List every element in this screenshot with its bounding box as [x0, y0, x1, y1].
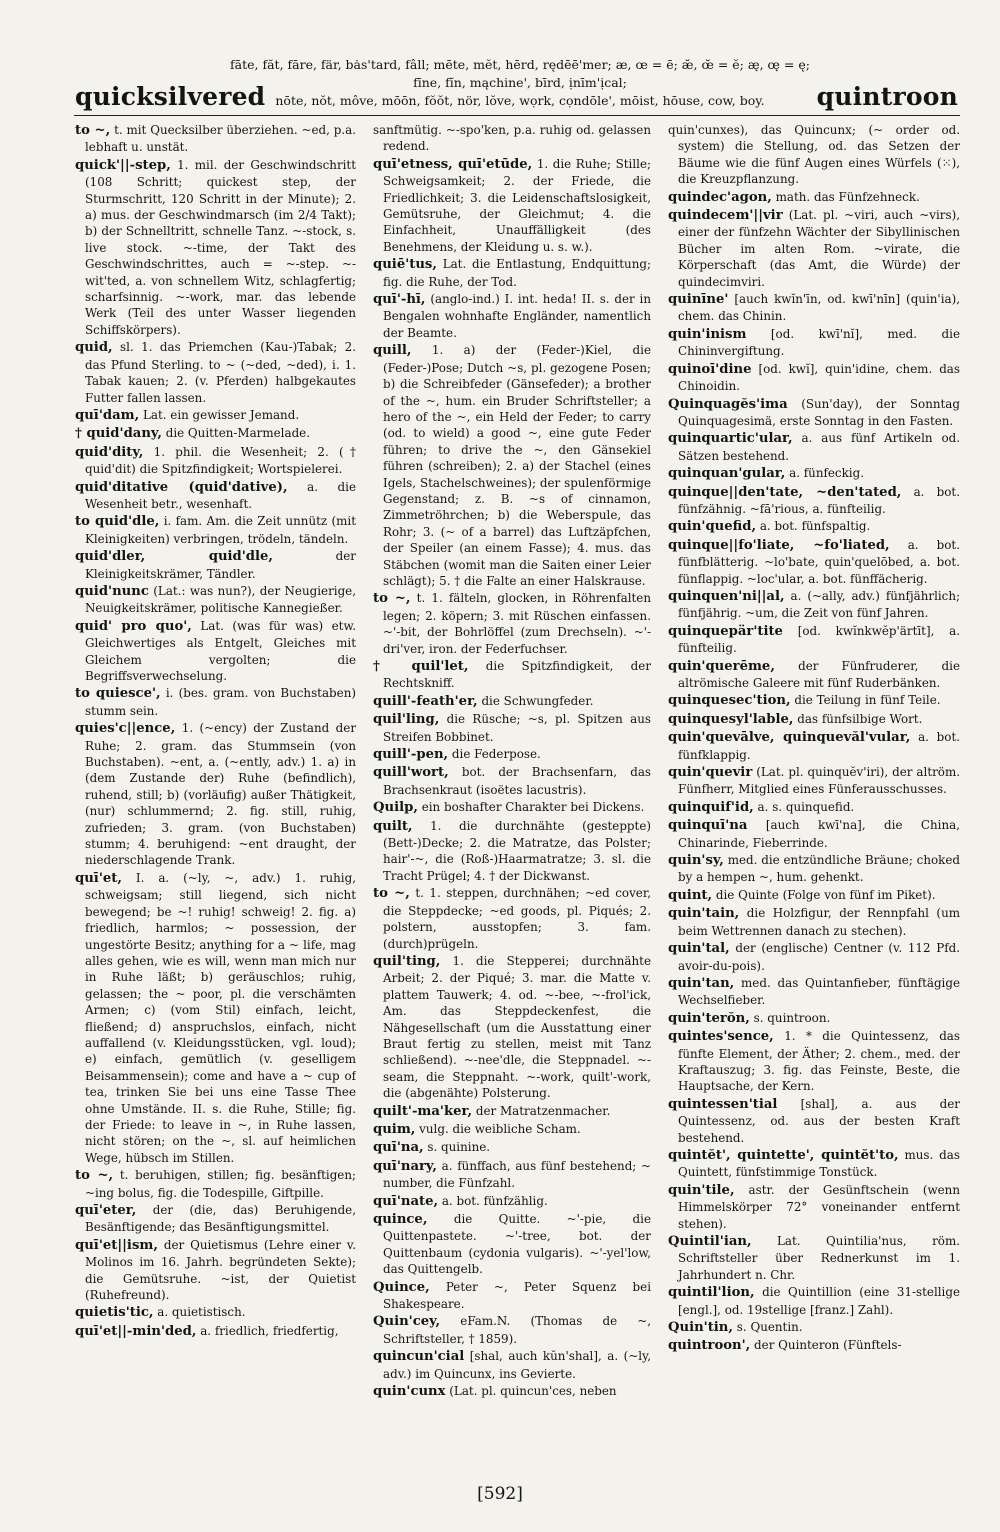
- entry-headword: to ~,: [373, 591, 411, 607]
- entry-headword: Quince,: [373, 1279, 430, 1295]
- column-1: [75, 122, 356, 1512]
- entry-definition: a. fünffach, aus fünf bestehend; ~ number, die Fünfzahl.: [383, 1158, 651, 1191]
- dictionary-entry: [373, 818, 651, 885]
- dictionary-entry: [373, 746, 651, 763]
- dictionary-entry: [373, 885, 651, 952]
- entry-definition: (Sun'day), der Sonntag Quinquagesimä, erste Sonntag in den Fasten.: [678, 396, 960, 428]
- entry-headword: to ~,: [75, 1168, 114, 1184]
- dictionary-entry: [75, 407, 356, 424]
- dictionary-entry: [668, 711, 960, 728]
- entry-headword: quies'c||ence,: [75, 721, 176, 737]
- dictionary-entry: [75, 1202, 356, 1236]
- entry-headword: quintessen'tial: [668, 1096, 778, 1112]
- dictionary-entry: [373, 1211, 651, 1278]
- entry-definition: die Federpose.: [451, 747, 541, 762]
- dictionary-entry: [75, 157, 356, 338]
- dictionary-entry: [668, 729, 960, 763]
- dictionary-entry: [668, 1319, 960, 1336]
- dictionary-entry: [75, 583, 356, 617]
- entry-definition: der Fünfruderer, die altrömische Galeere mit fünf Ruderbänken.: [678, 658, 960, 690]
- dictionary-entry: [373, 1139, 651, 1156]
- entry-headword: quinquepär'tite: [668, 623, 783, 639]
- entry-headword: quil'ling,: [373, 712, 440, 728]
- entry-definition: bot. der Brachsenfarn, das Brachsenkraut (isoëtes lacustris).: [383, 765, 651, 797]
- dictionary-entry: [373, 658, 651, 692]
- entry-definition: [shal], a. aus der Quintessenz, od. aus der besten Kraft bestehend.: [678, 1096, 960, 1145]
- entry-headword: quin'quevir: [668, 765, 753, 781]
- entry-headword: quin'terŏn,: [668, 1010, 750, 1026]
- entry-headword: quin'quevālve, quinquevăl'vular,: [668, 730, 911, 746]
- entry-definition: t. 1. steppen, durchnähen; ~ed cover, die Steppdecke; ~ed goods, pl. Piqués; 2. polstern, ausstopfen; 3. fam. (durch)prügeln.: [383, 886, 651, 951]
- entry-headword: † quil'let,: [373, 659, 469, 674]
- entry-definition: die Holzfigur, der Rennpfahl (um beim Wettrennen danach zu stechen).: [678, 906, 960, 938]
- entry-headword: quindec'agon,: [668, 189, 772, 205]
- dictionary-entry: [75, 870, 356, 1166]
- entry-headword: † quid'dany,: [75, 426, 162, 442]
- dictionary-entry: [75, 1237, 356, 1304]
- entry-headword: quietis'tic,: [75, 1305, 154, 1321]
- entry-definition: (anglo-ind.) I. int. heda! II. s. der in Bengalen wohnhafte Engländer, namentlich der Beamte.: [383, 292, 651, 340]
- entry-definition: a. bot. fünfspaltig.: [759, 519, 871, 534]
- entry-headword: quid'dity,: [75, 444, 144, 460]
- entry-definition: der Matratzenmacher.: [475, 1103, 611, 1118]
- entry-definition: ein boshafter Charakter bei Dickens.: [421, 800, 645, 815]
- entry-headword: quintil'lion,: [668, 1285, 755, 1301]
- entry-definition: a. s. quinquefid.: [757, 799, 855, 814]
- entry-headword: quī'et||-min'ded,: [75, 1323, 197, 1339]
- entry-headword: quid,: [75, 340, 113, 356]
- entry-definition: 1. die Ruhe; Stille; Schweigsamkeit; 2. der Friede, die Friedlichkeit; 3. die Leidenschaftslosigkeit, Gemütsruhe, der Gleichmut; 4. die Einfachheit, Unauffälligkeit (des Benehmens, der Kleidung u. s. w.).: [383, 156, 651, 254]
- entry-headword: quindecem'||vir: [668, 208, 783, 224]
- dictionary-entry: [668, 799, 960, 816]
- entry-headword: quinque||fo'liate, ~fo'liated,: [668, 537, 890, 553]
- entry-headword: quinquesec'tion,: [668, 693, 791, 709]
- entry-definition: Lat. Quintilia'nus, röm. Schriftsteller über Rednerkunst im 1. Jahrhundert n. Chr.: [678, 1234, 960, 1282]
- entry-headword: quin'tain,: [668, 906, 740, 922]
- entry-definition: 1. phil. die Wesenheit; 2. († quid'dit) die Spitzfindigkeit; Wortspielerei.: [85, 444, 356, 477]
- entry-headword: quin'tal,: [668, 941, 730, 957]
- dictionary-entry: [668, 518, 960, 535]
- entry-definition: die Quintillion (eine 31-stellige [engl.], od. 19stellige [franz.] Zahl).: [678, 1285, 960, 1317]
- entry-definition: der Quinteron (Fünftels-: [754, 1338, 902, 1353]
- entry-headword: quid'dler, quid'dle,: [75, 549, 274, 565]
- pronunciation-key-line: nōte, nŏt, môve, mōōn, fŏŏt, nör, lŏve, wọrk, cọndōle', mōist, hōuse, cow, boy.: [275, 93, 765, 108]
- dictionary-entry: [75, 425, 356, 442]
- dictionary-entry: [75, 1304, 356, 1321]
- entry-headword: quinquen'ni||al,: [668, 588, 785, 604]
- dictionary-entry: [75, 513, 356, 547]
- entry-definition: t. mit Quecksilber überziehen. ~ed, p.a. lebhaft u. unstät.: [85, 123, 356, 155]
- entry-definition: Lat. (was für was) etw. Gleichwertiges als Entgelt, Gleiches mit Gleichem vergolten; die Begriffsverwechselung.: [85, 618, 356, 683]
- entry-headword: quid'ditative (quid'dative),: [75, 479, 288, 495]
- entry-definition: a. fünfeckig.: [789, 466, 864, 481]
- entry-definition: s. Quentin.: [736, 1320, 803, 1335]
- entry-definition: 1. die Stepperei; durchnähte Arbeit; 2. der Piqué; 3. mar. die Matte v. plattem Tauwerk; 4. od. ~-bee, ~-frol'ick, Am. das Steppdeckenfest, die Nähgesellschaft (um die Ausstattung einer Braut fertig zu stellen, meist mit Tanz schließend). ~-nee'dle, die Steppnadel. ~-seam, die Steppnaht. ~-work, quilt'-work, die (abgenähte) Polsterung.: [383, 953, 651, 1101]
- entry-definition: 1. * die Quintessenz, das fünfte Element, der Äther; 2. chem., med. der Kraftauszug; 3. fig. das Feinste, Beste, die Hauptsache, der Kern.: [678, 1029, 960, 1094]
- entry-headword: quī'et||ism,: [75, 1237, 158, 1253]
- entry-headword: to quiesce',: [75, 686, 161, 702]
- dictionary-entry: [75, 122, 356, 156]
- entry-headword: to quid'dle,: [75, 514, 160, 530]
- entry-definition: a. (~ally, adv.) fünfjährlich; fünfjährig. ~um, die Zeit von fünf Jahren.: [678, 588, 960, 621]
- entry-headword: to ~,: [373, 886, 410, 902]
- dictionary-entry: [373, 291, 651, 341]
- column-2: [373, 122, 651, 1512]
- dictionary-entry: [373, 693, 651, 710]
- dictionary-entry: [668, 817, 960, 851]
- pronunciation-key: [225, 56, 815, 110]
- entry-headword: quill'-feath'er,: [373, 693, 478, 709]
- entry-headword: quī'na,: [373, 1140, 424, 1156]
- dictionary-entry: [373, 122, 651, 155]
- entry-headword: quince,: [373, 1212, 428, 1227]
- entry-definition: t. 1. fälteln, glocken, in Röhrenfalten legen; 2. köpern; 3. mit Rüschen einfassen. ~'-bit, der Bohrlöffel (zum Drechseln). ~'-dri'ver, iron. der Federfuchser.: [383, 591, 651, 656]
- entry-definition: a. aus fünf Artikeln od. Sätzen bestehend.: [678, 431, 960, 463]
- entry-headword: quid' pro quo',: [75, 618, 192, 634]
- entry-definition: s. quintroon.: [753, 1010, 831, 1025]
- dictionary-entry: [75, 1167, 356, 1201]
- entry-definition: (Lat. pl. quinquĕv'iri), der altröm. Fünfherr, Mitglied eines Fünferausschusses.: [678, 765, 960, 797]
- dictionary-entry: [668, 484, 960, 518]
- dictionary-entry: [668, 1010, 960, 1027]
- entry-definition: 1. (~ency) der Zustand der Ruhe; 2. gram. das Stummsein (von Buchstaben). ~ent, a. (~ently, adv.) 1. a) in (dem Zustande der) Ruhe (befindlich), ruhend, still; b) (vorläufig) außer Thätigkeit, (nur) schlummernd; 2. fig. still, ruhig, zufrieden; 3. gram. (von Buchstaben) stumm; 4. beruhigend: ~ent draught, der niederschlagende Trank.: [85, 721, 356, 868]
- dictionary-entry: [373, 711, 651, 745]
- entry-definition: die Schwungfeder.: [481, 693, 594, 708]
- dictionary-entry: [668, 940, 960, 974]
- dictionary-entry: [668, 692, 960, 709]
- entry-definition: 1. die durchnähte (gesteppte) (Bett-)Decke; 2. die Matratze, das Polster; hair'-~, die (Roß-)Haarmatratze; 3. sl. die Tracht Prügel; 4. † der Dickwanst.: [383, 818, 651, 883]
- entry-definition: die Spitzfindigkeit, der Rechtskniff.: [383, 659, 651, 691]
- entry-headword: quī'et,: [75, 870, 122, 886]
- dictionary-entry: [668, 1233, 960, 1283]
- entry-headword: quintĕt', quintette', quintĕt'to,: [668, 1147, 899, 1163]
- entry-definition: [auch kwī'na], die China, Chinarinde, Fieberrinde.: [678, 818, 960, 850]
- entry-headword: quinquī'na: [668, 818, 748, 834]
- guide-word-left: quicksilvered: [75, 82, 266, 111]
- entry-definition: [od. kwī'nĭ], med. die Chininvergiftung.: [678, 326, 960, 359]
- entry-headword: quī'nary,: [373, 1158, 437, 1174]
- dictionary-entry: [373, 1158, 651, 1192]
- dictionary-entry: [668, 1147, 960, 1181]
- entry-headword: quin'inism: [668, 326, 747, 342]
- entry-headword: Quintil'ian,: [668, 1234, 752, 1249]
- entry-headword: quin'sy,: [668, 853, 724, 869]
- entry-definition: die Quitten-Marmelade.: [165, 426, 310, 441]
- entry-definition: [od. kwĭ], quin'idine, chem. das Chinoidin.: [678, 361, 960, 394]
- entry-headword: Quilp,: [373, 800, 418, 816]
- dictionary-entry: [373, 1279, 651, 1313]
- dictionary-entry: [668, 326, 960, 360]
- entry-headword: quinīne': [668, 292, 729, 308]
- entry-definition: das fünfsilbige Wort.: [797, 711, 923, 726]
- entry-definition: die Teilung in fünf Teile.: [794, 693, 941, 708]
- entry-definition: [auch kwĭn'īn, od. kwī'nīn] (quin'ia), chem. das Chinin.: [678, 292, 960, 324]
- entry-headword: quick'||-step,: [75, 157, 171, 173]
- entry-definition: der (englische) Centner (v. 112 Pfd. avoir-du-pois).: [678, 941, 960, 973]
- dictionary-entry: [373, 1383, 651, 1400]
- entry-headword: quim,: [373, 1121, 416, 1137]
- column-3: [668, 122, 960, 1512]
- entry-definition: der (die, das) Beruhigende, Besänftigende; das Besänftigungsmittel.: [85, 1203, 356, 1235]
- dictionary-entry: [373, 1121, 651, 1138]
- entry-definition: med. die entzündliche Bräune; choked by a hempen ~, hum. gehenkt.: [678, 853, 960, 885]
- entry-definition: t. beruhigen, stillen; fig. besänftigen; ~ing bolus, fig. die Todespille, Giftpille.: [85, 1168, 356, 1200]
- dictionary-entry: [668, 658, 960, 692]
- dictionary-entry: [75, 1323, 356, 1340]
- dictionary-entry: [373, 799, 651, 816]
- entry-headword: quī'dam,: [75, 407, 140, 423]
- dictionary-entry: [668, 122, 960, 188]
- dictionary-entry: [668, 1028, 960, 1095]
- dictionary-entry: [668, 1284, 960, 1318]
- entry-headword: Quin'tin,: [668, 1320, 733, 1336]
- dictionary-entry: [373, 1103, 651, 1120]
- entry-definition: a. bot. fünfblätterig. ~lo'bate, quin'quelōbed, a. bot. fünflappig. ~loc'ular, a. bot. fünffächerig.: [678, 537, 960, 586]
- entry-headword: quin'querēme,: [668, 658, 775, 674]
- entry-headword: Quinquagĕs'ima: [668, 396, 788, 412]
- entry-headword: to ~,: [75, 123, 111, 138]
- entry-definition: i. (bes. gram. von Buchstaben) stumm sein.: [85, 686, 356, 718]
- entry-definition: die Rüsche; ~s, pl. Spitzen aus Streifen Bobbinet.: [383, 712, 651, 744]
- entry-definition: [od. kwĭnkwĕp'ärtīt], a. fünfteilig.: [678, 623, 960, 656]
- header-rule: [74, 115, 960, 116]
- dictionary-entry: [668, 430, 960, 464]
- dictionary-entry: [668, 975, 960, 1009]
- entry-headword: quinquan'gular,: [668, 466, 786, 482]
- entry-definition: die Quinte (Folge von fünf im Piket).: [715, 887, 936, 902]
- page-header: [0, 52, 1000, 112]
- entry-definition: (Lat. pl. quincun'ces, neben: [449, 1384, 617, 1399]
- entry-headword: quinquartic'ular,: [668, 431, 793, 447]
- dictionary-entry: [668, 1337, 960, 1354]
- dictionary-entry: [75, 618, 356, 685]
- entry-definition: a. friedlich, friedfertig,: [200, 1323, 339, 1338]
- dictionary-entry: [373, 1348, 651, 1382]
- entry-headword: quintes'sence,: [668, 1029, 774, 1045]
- entry-definition: a. quietistisch.: [157, 1305, 246, 1320]
- dictionary-entry: [668, 537, 960, 587]
- dictionary-entry: [668, 623, 960, 657]
- entry-headword: quin'tan,: [668, 975, 735, 991]
- pronunciation-key-line: fīne, fĭn, mąchine', bīrd, ịnīm'ịcal;: [413, 75, 627, 90]
- entry-headword: Quin'cey,: [373, 1314, 441, 1330]
- dictionary-entry: [373, 764, 651, 798]
- dictionary-entry: [668, 887, 960, 904]
- dictionary-entry: [75, 720, 356, 869]
- entry-definition: Lat. die Entlastung, Endquittung; fig. die Ruhe, der Tod.: [383, 257, 651, 289]
- dictionary-entry: [668, 852, 960, 886]
- dictionary-entry: [75, 339, 356, 406]
- entry-definition: Peter ~, Peter Squenz bei Shakespeare.: [383, 1279, 651, 1312]
- entry-headword: quid'nunc: [75, 583, 149, 599]
- dictionary-entry: [373, 342, 651, 589]
- entry-definition: sl. 1. das Priemchen (Kau-)Tabak; 2. das Pfund Sterling. to ~ (~ded, ~ded), i. 1. Tabak kauen; 2. (v. Pferden) halbgekautes Futter fallen lassen.: [85, 340, 356, 405]
- dictionary-entry: [373, 953, 651, 1102]
- dictionary-entry: [668, 588, 960, 622]
- dictionary-entry: [668, 207, 960, 290]
- entry-headword: quinoī'dine: [668, 361, 752, 377]
- entry-definition: 1. a) der (Feder-)Kiel, die (Feder-)Pose; Dutch ~s, pl. gezogene Posen; b) die Schreibfeder (Gänsefeder); a brother of the ~, hum. ein Bruder Schriftsteller; a hero of the ~, ein Held der Feder; to carry (od. to wield) a good ~, eine gute Feder führen; to drive the ~, den Gänsekiel führen (schreiben); 2. a) der Stachel (eines Igels, Stachelschweines); der spulenförmige Gegenstand; z. B. ~s of cinnamon, Zimmetröhrchen; b) die Weberspule, das Rohr; 3. (~ of a barrel) das Luftzäpfchen, der Speiler (an einem Fasse); 4. mus. das Stäbchen (womit man die Saiten einer Leier schlägt); 5. † die Falte an einer Halskrause.: [383, 343, 651, 588]
- entry-headword: quincun'cial: [373, 1349, 465, 1365]
- dictionary-entry: [668, 465, 960, 482]
- dictionary-entry: [668, 361, 960, 395]
- dictionary-entry: [668, 1182, 960, 1232]
- entry-definition: i. fam. Am. die Zeit unnütz (mit Kleinigkeiten) verbringen, trödeln, tändeln.: [85, 514, 356, 546]
- entry-definition: sanftmütig. ~-spo'ken, p.a. ruhig od. gelassen redend.: [373, 123, 651, 154]
- entry-definition: (Lat.: was nun?), der Neugierige, Neuigkeitskrämer, politische Kannegießer.: [85, 583, 356, 616]
- entry-definition: 1. mil. der Geschwindschritt (108 Schritt; quickest step, der Sturmschritt, 120 Schritt in der Minute); 2. a) mus. der Geschwindmarsch (im 2/4 Takt); b) der Schnelltritt, schnelle Tanz. ~-stock, s. live stock. ~-time, der Takt des Geschwindschrittes, auch = ~-step. ~-wit'ted, a. von schnellem Witz, schlagfertig; scharfsinnig. ~-work, mar. das lebende Werk (Teil des unter Wasser liegenden Schiffskörpers).: [85, 157, 356, 337]
- entry-headword: quil'ting,: [373, 953, 441, 969]
- dictionary-entry: [668, 396, 960, 430]
- entry-headword: quin'quefid,: [668, 519, 757, 535]
- entry-headword: quill'-pen,: [373, 747, 449, 763]
- dictionary-entry: [373, 156, 651, 255]
- entry-headword: quilt,: [373, 818, 413, 834]
- entry-headword: quint,: [668, 887, 713, 903]
- page-number: [592]: [477, 1484, 523, 1504]
- entry-headword: quinquesyl'lable,: [668, 711, 794, 727]
- dictionary-entry: [75, 479, 356, 513]
- entry-definition: (Lat. pl. ~viri, auch ~virs), einer der fünfzehn Wächter der Sibyllinischen Bücher im alten Rom. ~virate, die Körperschaft (das Amt, die Würde) der quindecimviri.: [678, 208, 960, 289]
- entry-definition: mus. das Quintett, fünfstimmige Tonstück.: [678, 1147, 960, 1180]
- dictionary-entry: [373, 1313, 651, 1347]
- dictionary-entry: [373, 590, 651, 657]
- dictionary-entry: [75, 685, 356, 719]
- dictionary-entry: [668, 764, 960, 798]
- entry-definition: I. a. (~ly, ~, adv.) 1. ruhig, schweigsam; still liegend, sich nicht bewegend; be ~! ruhig! schweig! 2. fig. a) friedlich, harmlos; ~ possession, der ungestörte Besitz; anything for a ~ life, mag alles gehen, wie es will, wenn man mich nur in Ruhe läßt; b) geräuschlos; ruhig, gelassen; the ~ poor, pl. die verschämten Armen; c) (vom Stil) einfach, leicht, fließend; d) anspruchslos, einfach, nicht auffallend (v. Kleidungsstücken, vgl. loud); e) einfach, gemütlich (v. geselligem Beisammensein); come and have a ~ cup of tea, trinken Sie bei uns eine Tasse Thee ohne Umstände. II. s. die Ruhe, Stille; fig. der Friede: to leave in ~, in Ruhe lassen, nicht stören; on the ~, sl. auf heimlichen Wege, hübsch im Stillen.: [85, 870, 356, 1165]
- dictionary-entry: [373, 1193, 651, 1210]
- entry-headword: quin'tile,: [668, 1182, 735, 1198]
- dictionary-entry: [75, 548, 356, 582]
- entry-headword: quiē'tus,: [373, 257, 437, 273]
- entry-definition: a. bot. fünfzähnig. ~fā'rious, a. fünfteilig.: [678, 484, 960, 516]
- entry-definition: eFam.N. (Thomas de ~, Schriftsteller, † 1859).: [383, 1314, 651, 1346]
- entry-headword: quill'wort,: [373, 765, 449, 781]
- entry-definition: der Kleinigkeitskrämer, Tändler.: [85, 549, 356, 581]
- entry-headword: quin'cunx: [373, 1384, 446, 1400]
- entry-headword: quinquif'id,: [668, 799, 754, 815]
- guide-word-right: quintroon: [816, 82, 958, 111]
- entry-definition: a. bot. fünfzählig.: [441, 1193, 548, 1208]
- entry-definition: [shal, auch kŭn'shal], a. (~ly, adv.) im Quincunx, ins Gevierte.: [383, 1349, 651, 1381]
- dictionary-entry: [668, 189, 960, 206]
- entry-definition: med. das Quintanfieber, fünftägige Wechselfieber.: [678, 975, 960, 1008]
- entry-headword: quī'eter,: [75, 1203, 137, 1218]
- dictionary-entry: [668, 1096, 960, 1146]
- entry-definition: math. das Fünfzehneck.: [775, 189, 920, 204]
- entry-definition: quin'cunxes), das Quincunx; (~ order od. system) die Stellung, od. das Setzen der Bäume wie die fünf Augen eines Würfels (⁙), die Kreuzpflanzung.: [668, 123, 960, 187]
- dictionary-entry: [75, 444, 356, 478]
- entry-definition: astr. der Gesünftschein (wenn Himmelskörper 72° voneinander entfernt stehen).: [678, 1182, 960, 1231]
- entry-headword: quī'-hī,: [373, 292, 426, 308]
- entry-headword: quinque||den'tate, ~den'tated,: [668, 484, 902, 500]
- dictionary-entry: [668, 291, 960, 325]
- entry-definition: s. quinine.: [427, 1140, 491, 1155]
- entry-headword: quī'nate,: [373, 1193, 439, 1209]
- entry-headword: quintroon',: [668, 1338, 751, 1354]
- entry-definition: a. bot. fünfklappig.: [678, 730, 960, 762]
- entry-definition: Lat. ein gewisser Jemand.: [142, 407, 300, 422]
- entry-definition: die Quitte. ~'-pie, die Quittenpastete. ~'-tree, bot. der Quittenbaum (cydonia vulgaris). ~'-yel'low, das Quittengelb.: [383, 1212, 651, 1277]
- entry-definition: vulg. die weibliche Scham.: [419, 1121, 581, 1136]
- entry-headword: quilt'-ma'ker,: [373, 1103, 473, 1119]
- entry-definition: a. die Wesenheit betr., wesenhaft.: [85, 479, 356, 511]
- dictionary-entry: [373, 256, 651, 290]
- entry-definition: der Quietismus (Lehre einer v. Molinos im 16. Jahrh. begründeten Sekte); die Gemütsruhe. ~ist, der Quietist (Ruhefreund).: [85, 1237, 356, 1303]
- entry-headword: quill,: [373, 343, 412, 359]
- entry-headword: quī'etness, quī'etūde,: [373, 156, 533, 172]
- pronunciation-key-line: fāte, făt, fāre, fär, bȧs'tard, fâll; mēte, mĕt, hērd, rędēē'mer; æ, œ = ē; æ̆, œ̆ = ĕ; æ̨, œ̨ = ę;: [230, 57, 810, 72]
- dictionary-entry: [668, 905, 960, 939]
